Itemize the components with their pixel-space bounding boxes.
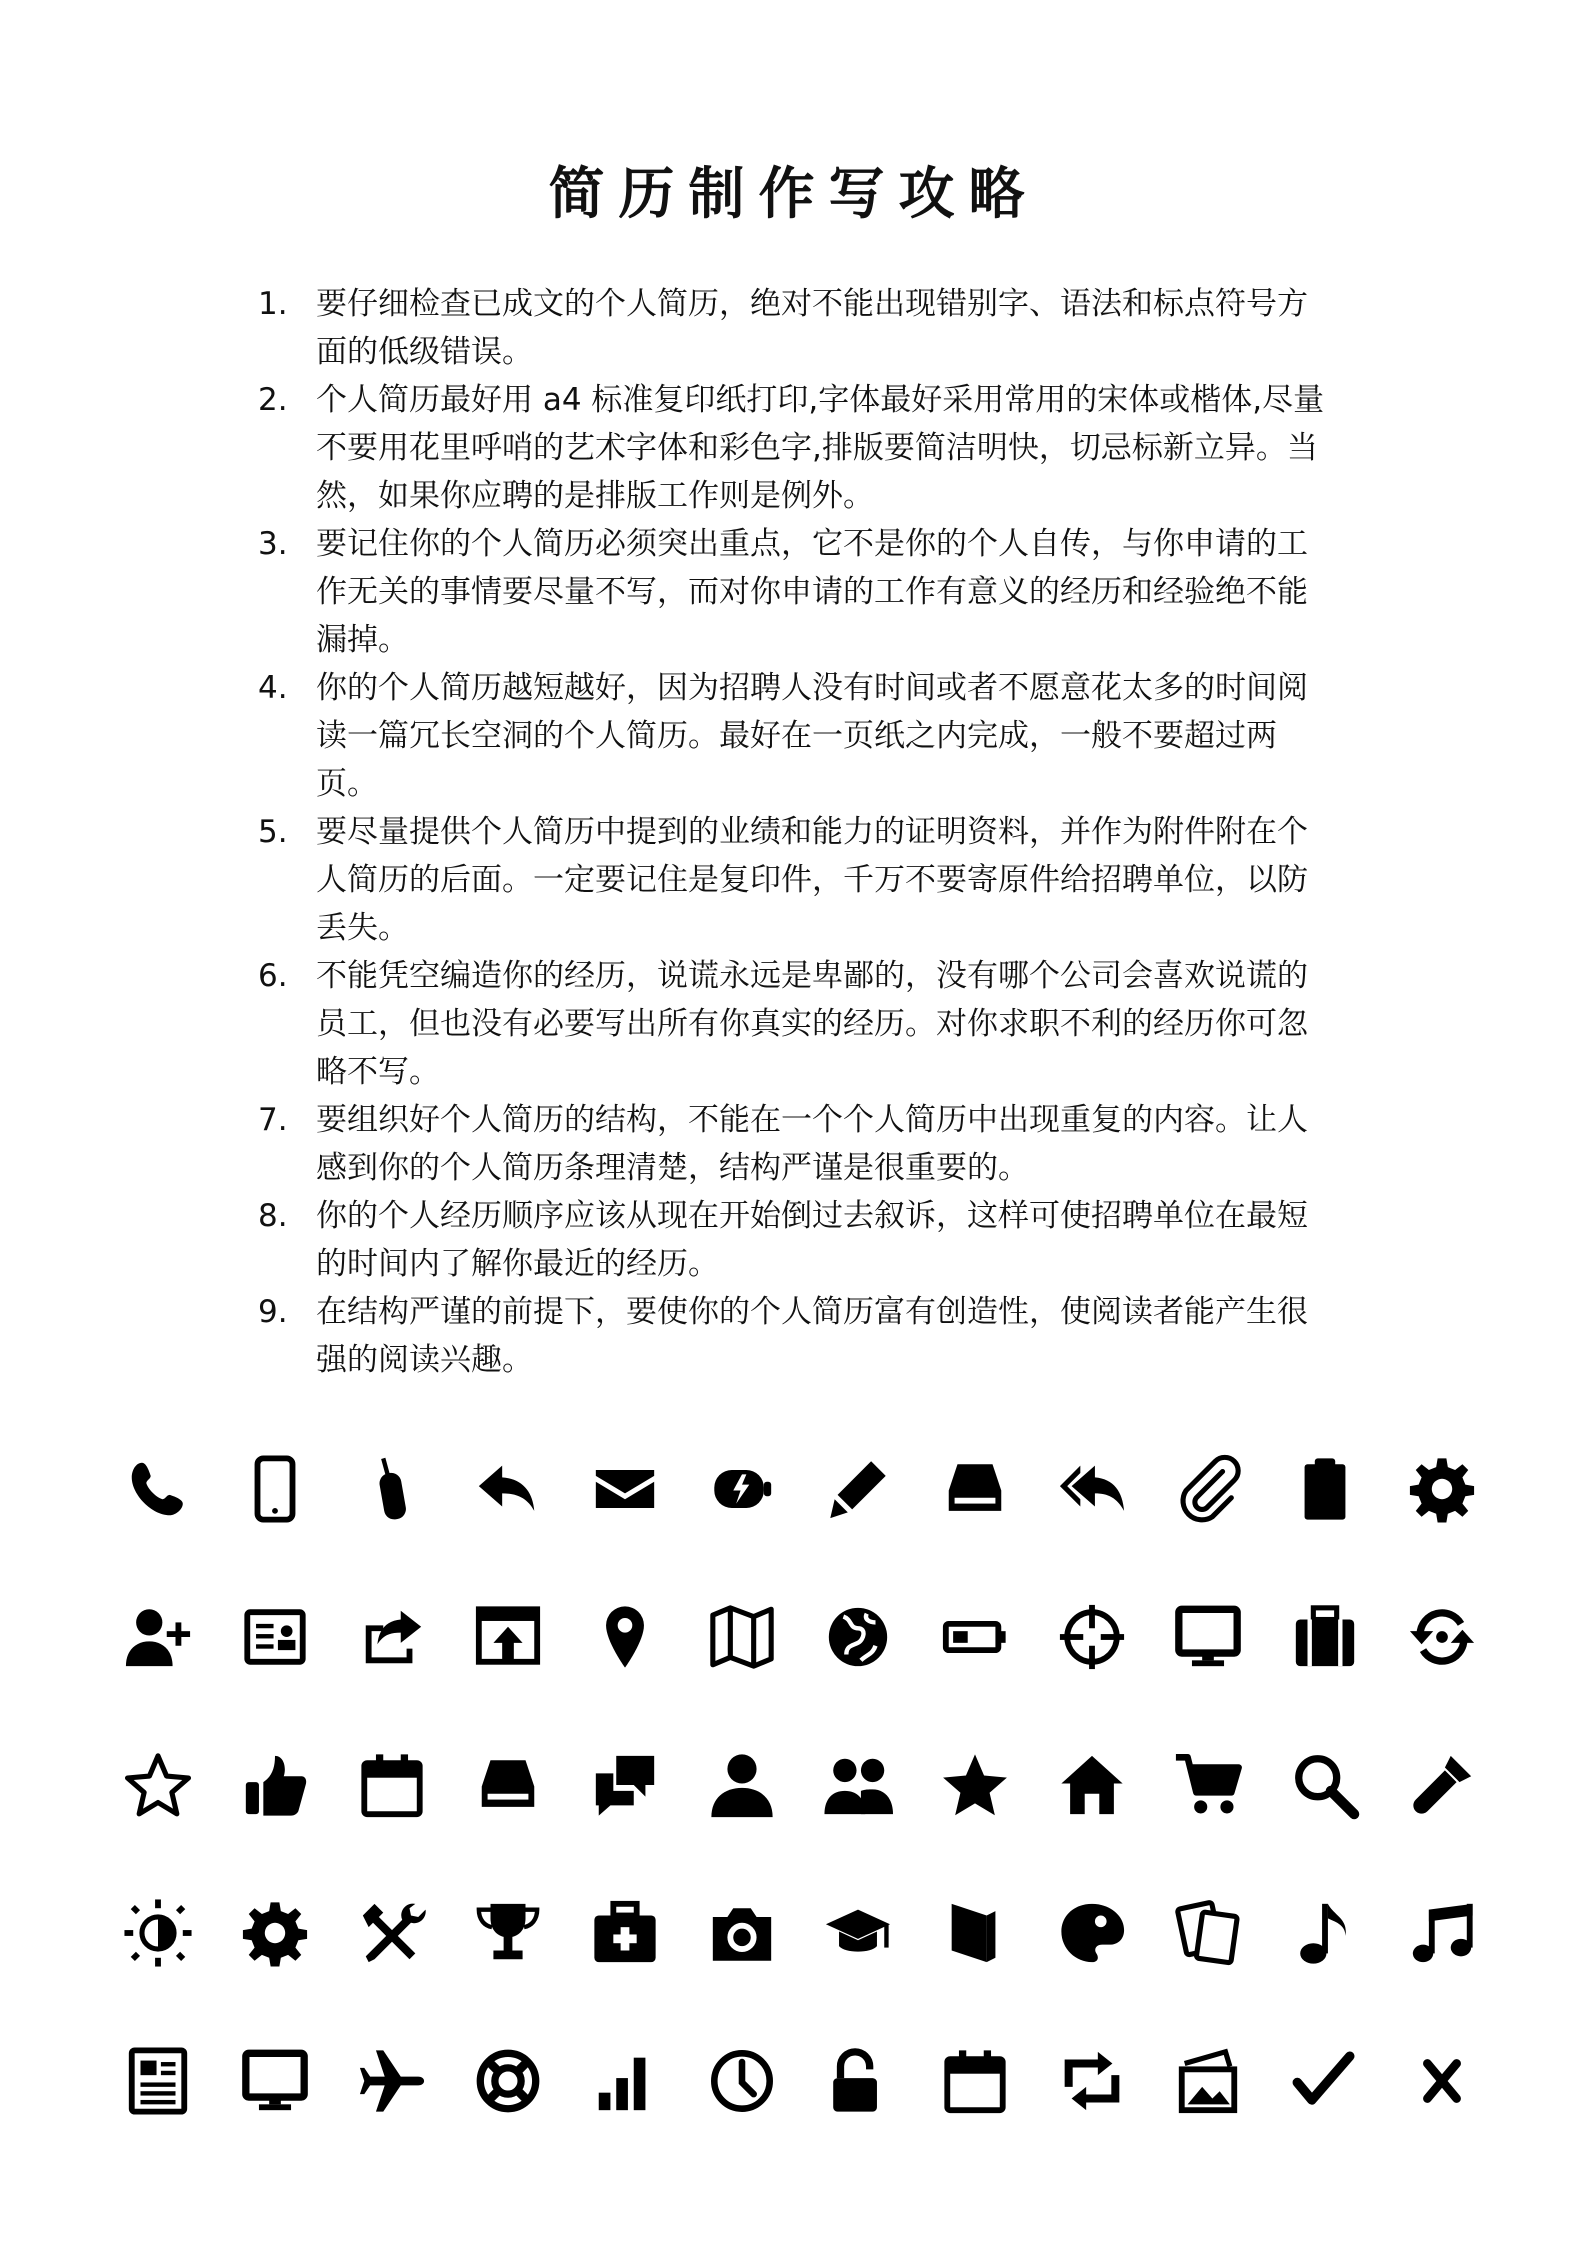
unlock-icon	[823, 2046, 893, 2116]
tip-text: 个人简历最好用 a4 标准复印纸打印,字体最好采用常用的宋体或楷体,尽量不要用花里呼哨的艺术字体和彩色字,排版要简洁明快，切忌标新立异。当然，如果你应聘的是排版工作则是例外。	[316, 382, 1325, 514]
book-icon	[940, 1898, 1010, 1968]
map-pin-icon	[567, 1563, 684, 1711]
suitcase-icon	[1290, 1602, 1360, 1672]
tip-item	[250, 952, 1330, 1096]
pencil-icon	[800, 1415, 917, 1563]
map-icon	[683, 1563, 800, 1711]
airplane-icon	[357, 2046, 427, 2116]
tip-text: 不能凭空编造你的经历，说谎永远是卑鄙的，没有哪个公司会喜欢说谎的员工，但也没有必要写出所有你真实的经历。对你求职不利的经历你可忽略不写。	[316, 958, 1308, 1090]
map-icon	[707, 1602, 777, 1672]
tip-number: 9.	[258, 1294, 288, 1330]
repeat-icon	[1033, 2007, 1150, 2155]
monitor-icon	[240, 2046, 310, 2116]
tip-text: 要仔细检查已成文的个人简历，绝对不能出现错别字、语法和标点符号方面的低级错误。	[316, 286, 1308, 370]
airplane-icon	[333, 2007, 450, 2155]
tip-number: 7.	[258, 1102, 288, 1138]
bar-chart-icon	[567, 2007, 684, 2155]
calendar-icon	[940, 2046, 1010, 2116]
music-notes-icon	[1383, 1859, 1500, 2007]
paperclip-icon	[1173, 1454, 1243, 1524]
search-icon	[1290, 1750, 1360, 1820]
graduation-cap-icon	[823, 1898, 893, 1968]
brightness-icon	[123, 1898, 193, 1968]
inbox-tray-icon	[917, 1415, 1034, 1563]
clock-icon	[683, 2007, 800, 2155]
tip-item	[250, 1288, 1330, 1384]
tools-icon	[333, 1859, 450, 2007]
clock-icon	[707, 2046, 777, 2116]
briefcase-medical-icon	[590, 1898, 660, 1968]
monitor-icon	[217, 2007, 334, 2155]
browser-upload-icon	[450, 1563, 567, 1711]
chat-bubbles-icon	[590, 1750, 660, 1820]
bar-chart-icon	[590, 2046, 660, 2116]
envelope-icon	[567, 1415, 684, 1563]
camera-icon	[683, 1859, 800, 2007]
star-icon	[940, 1750, 1010, 1820]
checkmark-icon	[1290, 2046, 1360, 2116]
palette-icon	[1033, 1859, 1150, 2007]
inbox-tray-icon	[940, 1454, 1010, 1524]
paperclip-icon	[1150, 1415, 1267, 1563]
envelope-icon	[590, 1454, 660, 1524]
phone-icon	[123, 1454, 193, 1524]
map-pin-icon	[590, 1602, 660, 1672]
camera-icon	[707, 1898, 777, 1968]
brightness-icon	[100, 1859, 217, 2007]
star-outline-icon	[123, 1750, 193, 1820]
phone-icon	[100, 1415, 217, 1563]
battery-charging-icon	[707, 1454, 777, 1524]
tip-number: 8.	[258, 1198, 288, 1234]
gear-icon	[1407, 1454, 1477, 1524]
clipboard-icon	[1290, 1454, 1360, 1524]
icon-grid	[100, 1415, 1500, 2155]
crosshair-icon	[1033, 1563, 1150, 1711]
sync-icon	[1407, 1602, 1477, 1672]
repeat-icon	[1057, 2046, 1127, 2116]
music-note-icon	[1290, 1898, 1360, 1968]
calendar-icon	[357, 1750, 427, 1820]
share-icon	[357, 1602, 427, 1672]
newspaper-icon	[123, 2046, 193, 2116]
newspaper-icon	[100, 2007, 217, 2155]
image-gallery-icon	[1150, 2007, 1267, 2155]
tip-item	[250, 808, 1330, 952]
tip-item	[250, 1096, 1330, 1192]
cell-phone-icon	[333, 1415, 450, 1563]
battery-low-icon	[917, 1563, 1034, 1711]
checkmark-icon	[1267, 2007, 1384, 2155]
clipboard-icon	[1267, 1415, 1384, 1563]
tips-list	[250, 280, 1330, 1384]
trophy-icon	[450, 1859, 567, 2007]
close-x-icon	[1383, 2007, 1500, 2155]
shopping-cart-icon	[1173, 1750, 1243, 1820]
life-buoy-icon	[473, 2046, 543, 2116]
battery-charging-icon	[683, 1415, 800, 1563]
tip-number: 5.	[258, 814, 288, 850]
thumbs-up-icon	[217, 1711, 334, 1859]
gear-icon	[217, 1859, 334, 2007]
globe-icon	[823, 1602, 893, 1672]
inbox-tray-icon	[473, 1750, 543, 1820]
tip-number: 2.	[258, 382, 288, 418]
sync-icon	[1383, 1563, 1500, 1711]
add-user-icon	[100, 1563, 217, 1711]
music-note-icon	[1267, 1859, 1384, 2007]
tip-text: 要尽量提供个人简历中提到的业绩和能力的证明资料，并作为附件附在个人简历的后面。一定要记住是复印件，千万不要寄原件给招聘单位，以防丢失。	[316, 814, 1308, 946]
page-title: 简历制作写攻略	[548, 162, 1039, 227]
add-user-icon	[123, 1602, 193, 1672]
inbox-tray-icon	[450, 1711, 567, 1859]
image-gallery-icon	[1173, 2046, 1243, 2116]
contact-card-icon	[217, 1563, 334, 1711]
suitcase-icon	[1267, 1563, 1384, 1711]
photos-icon	[1150, 1859, 1267, 2007]
tip-text: 你的个人经历顺序应该从现在开始倒过去叙诉，这样可使招聘单位在最短的时间内了解你最近的经历。	[316, 1198, 1308, 1282]
contact-card-icon	[240, 1602, 310, 1672]
user-icon	[683, 1711, 800, 1859]
reply-icon	[473, 1454, 543, 1524]
unlock-icon	[800, 2007, 917, 2155]
search-icon	[1267, 1711, 1384, 1859]
flashlight-icon	[1407, 1750, 1477, 1820]
tip-text: 在结构严谨的前提下，要使你的个人简历富有创造性，使阅读者能产生很强的阅读兴趣。	[316, 1294, 1308, 1378]
home-icon	[1057, 1750, 1127, 1820]
tip-item	[250, 520, 1330, 664]
browser-upload-icon	[473, 1602, 543, 1672]
user-icon	[707, 1750, 777, 1820]
star-outline-icon	[100, 1711, 217, 1859]
users-icon	[800, 1711, 917, 1859]
mobile-phone-icon	[217, 1415, 334, 1563]
tip-number: 6.	[258, 958, 288, 994]
life-buoy-icon	[450, 2007, 567, 2155]
pencil-icon	[823, 1454, 893, 1524]
users-icon	[823, 1750, 893, 1820]
briefcase-medical-icon	[567, 1859, 684, 2007]
graduation-cap-icon	[800, 1859, 917, 2007]
monitor-icon	[1173, 1602, 1243, 1672]
tip-item	[250, 280, 1330, 376]
tip-text: 要组织好个人简历的结构，不能在一个个人简历中出现重复的内容。让人感到你的个人简历条理清楚，结构严谨是很重要的。	[316, 1102, 1308, 1186]
share-icon	[333, 1563, 450, 1711]
tools-icon	[357, 1898, 427, 1968]
calendar-icon	[333, 1711, 450, 1859]
tip-item	[250, 664, 1330, 808]
tip-text: 要记住你的个人简历必须突出重点，它不是你的个人自传，与你申请的工作无关的事情要尽量不写，而对你申请的工作有意义的经历和经验绝不能漏掉。	[316, 526, 1308, 658]
gear-icon	[240, 1898, 310, 1968]
close-x-icon	[1407, 2046, 1477, 2116]
crosshair-icon	[1057, 1602, 1127, 1672]
globe-icon	[800, 1563, 917, 1711]
battery-low-icon	[940, 1602, 1010, 1672]
tip-number: 1.	[258, 286, 288, 322]
palette-icon	[1057, 1898, 1127, 1968]
trophy-icon	[473, 1898, 543, 1968]
mobile-phone-icon	[240, 1454, 310, 1524]
tip-text: 你的个人简历越短越好，因为招聘人没有时间或者不愿意花太多的时间阅读一篇冗长空洞的个人简历。最好在一页纸之内完成，一般不要超过两页。	[316, 670, 1308, 802]
tip-number: 3.	[258, 526, 288, 562]
reply-all-icon	[1057, 1454, 1127, 1524]
reply-all-icon	[1033, 1415, 1150, 1563]
reply-icon	[450, 1415, 567, 1563]
calendar-icon	[917, 2007, 1034, 2155]
flashlight-icon	[1383, 1711, 1500, 1859]
music-notes-icon	[1407, 1898, 1477, 1968]
cell-phone-icon	[357, 1454, 427, 1524]
chat-bubbles-icon	[567, 1711, 684, 1859]
thumbs-up-icon	[240, 1750, 310, 1820]
tip-item	[250, 1192, 1330, 1288]
photos-icon	[1173, 1898, 1243, 1968]
tip-item	[250, 376, 1330, 520]
book-icon	[917, 1859, 1034, 2007]
gear-icon	[1383, 1415, 1500, 1563]
star-icon	[917, 1711, 1034, 1859]
monitor-icon	[1150, 1563, 1267, 1711]
tip-number: 4.	[258, 670, 288, 706]
home-icon	[1033, 1711, 1150, 1859]
shopping-cart-icon	[1150, 1711, 1267, 1859]
